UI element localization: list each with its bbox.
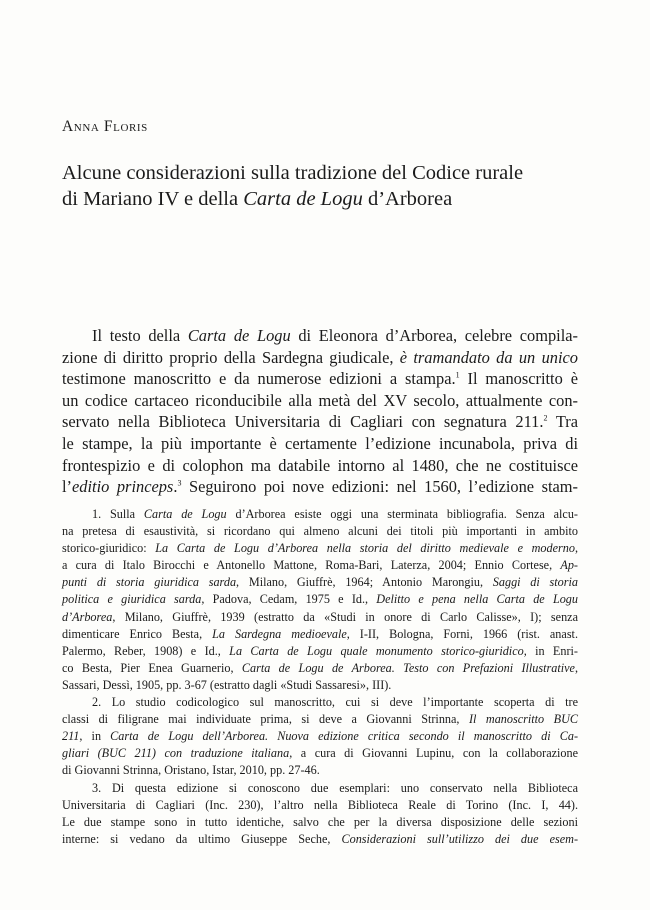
- text-line: zione di diritto proprio della Sardegna giudicale, è tramandato da un unico: [62, 347, 578, 367]
- title-line: Alcune considerazioni sulla tradizione del Codice rurale: [62, 162, 524, 184]
- text-line: testimone manoscritto e da numerose edizioni a stampa.$^1$ Il manoscritto è: [62, 369, 578, 389]
- title-text: di Mariano IV e della: [62, 188, 244, 210]
- text-line: frontespizio e di colophon ma databile intorno al 1480, che ne costituisce: [62, 455, 578, 475]
- footnote-ref[interactable]: 3: [177, 478, 182, 488]
- footnote-line: gliari (BUC 211) con traduzione italiana, a cura di Giovanni Lupinu, con la collaborazione: [62, 746, 578, 761]
- footnote-ref[interactable]: 2: [543, 413, 548, 423]
- text-line: l’editio princeps.$^3$ Seguirono poi nove edizioni: nel 1560, l’edizione stam-: [62, 477, 579, 497]
- footnote-line: classi di filigrane mai individuate prima, si deve a Giovanni Strinna, Il manoscritto BUC: [62, 712, 578, 727]
- footnote-line: dimenticare Enrico Besta, La Sardegna medioevale, I-II, Bologna, Forni, 1966 (rist. anast.: [62, 626, 578, 641]
- footnote-line: 3. Di questa edizione si conoscono due esemplari: uno conservato nella Biblioteca: [92, 780, 578, 795]
- author-name: Anna Floris: [62, 118, 148, 135]
- footnote-line: Universitaria di Cagliari (Inc. 230), l’altro nella Biblioteca Reale di Torino (Inc. I, 44).: [62, 797, 578, 812]
- footnotes: [62, 506, 578, 848]
- footnote-line: punti di storia giuridica sarda, Milano, Giuffrè, 1964; Antonio Marongiu, Saggi di storia: [62, 575, 578, 590]
- footnote-line: 2. Lo studio codicologico sul manoscritto, cui si deve l’importante scoperta di tre: [92, 695, 578, 710]
- footnote-line: storico-giuridico: La Carta de Logu d’Arborea nella storia del diritto medievale e moderno,: [62, 541, 579, 556]
- footnote-line: co Besta, Pier Enea Guarnerio, Carta de Logu de Arborea. Testo con Prefazioni Illustrative,: [62, 660, 578, 675]
- title-text: d’Arborea: [362, 188, 453, 210]
- footnote-line: interne: si vedano da ultimo Giuseppe Seche, Considerazioni sull’utilizzo dei due esem-: [62, 831, 579, 846]
- text-line: Il testo della Carta de Logu di Eleonora d’Arborea, celebre compila-: [92, 326, 578, 345]
- footnote-line: a cura di Italo Birocchi e Antonello Mattone, Roma-Bari, Laterza, 2004; Ennio Cortese, Ap-: [62, 558, 578, 573]
- footnote-line: 211, in Carta de Logu dell’Arborea. Nuova edizione critica secondo il manoscritto di Ca-: [62, 729, 578, 744]
- text-line: un codice cartaceo riconducibile alla metà del XV secolo, attualmente con-: [62, 390, 578, 410]
- footnote-line: di Giovanni Strinna, Oristano, Istar, 2010, pp. 27-46.: [62, 763, 320, 778]
- text-line: le stampe, la più importante è certamente l’edizione incunabola, priva di: [62, 433, 578, 453]
- footnote-line: Le due stampe sono in tutto identiche, salvo che per la diversa disposizione delle sezioni: [62, 814, 578, 829]
- footnote-line: Palermo, Reber, 1908) e Id., La Carta de Logu quale monumento storico-giuridico, in Enri-: [62, 643, 578, 658]
- footnote-line: politica e giuridica sarda, Padova, Cedam, 1975 e Id., Delitto e pena nella Carta de Logu: [62, 592, 578, 607]
- footnote-ref[interactable]: 1: [455, 370, 460, 380]
- footnote-line: d’Arborea, Milano, Giuffrè, 1939 (estratto da «Studi in onore di Carlo Calisse», I); senza: [62, 609, 578, 624]
- footnote-line: 1. Sulla Carta de Logu d’Arborea esiste oggi una sterminata bibliografia. Senza alcu-: [92, 507, 578, 521]
- title-line: [62, 186, 592, 212]
- footnote-line: na pretesa di esaustività, si ricordano qui almeno alcuni dei titoli più importanti in ambito: [62, 524, 578, 539]
- text-line: servato nella Biblioteca Universitaria di Cagliari con segnatura 211.$^2$ Tra: [62, 412, 578, 432]
- title-italic: Carta de Logu: [243, 188, 363, 210]
- footnote-line: Sassari, Dessì, 1905, pp. 3-67 (estratto dagli «Studi Sassaresi», III).: [62, 677, 392, 692]
- article-title: [62, 160, 592, 212]
- body-text: [62, 325, 578, 498]
